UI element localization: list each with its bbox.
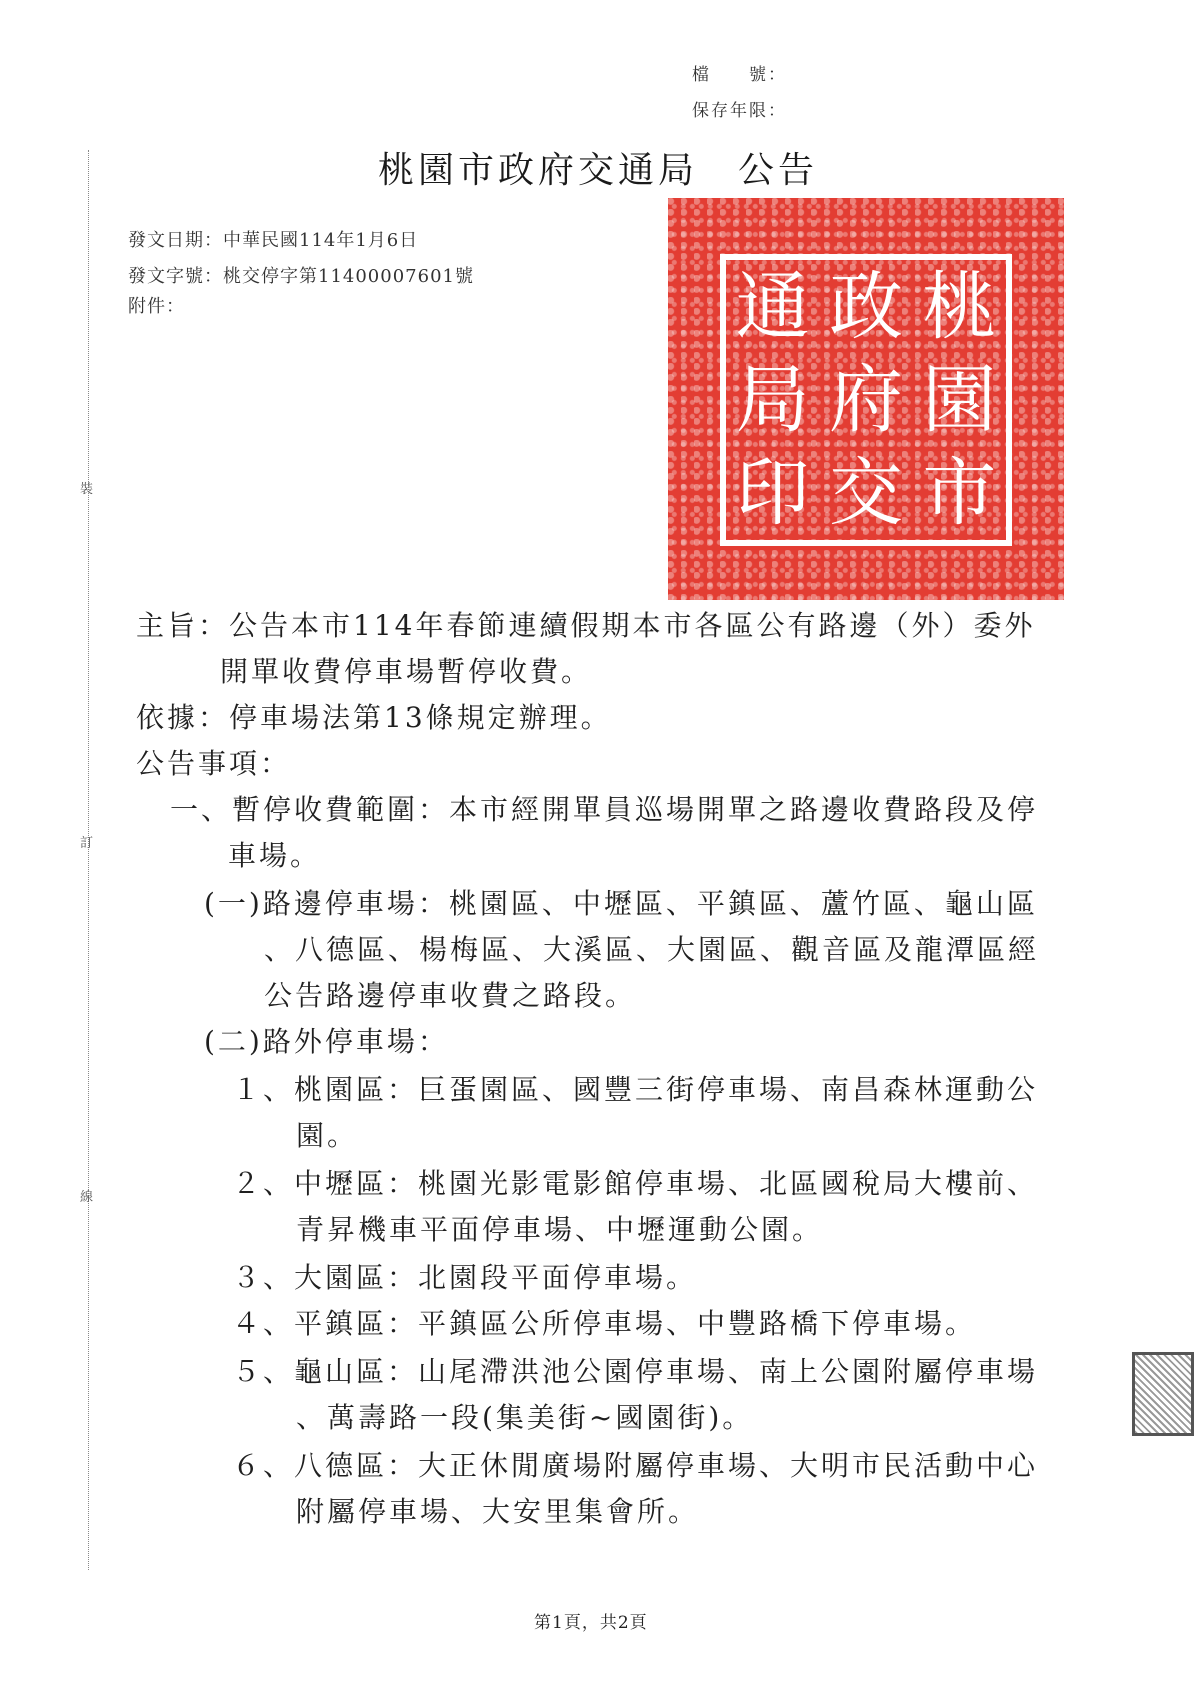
attachment-label: 附件：	[128, 296, 185, 317]
seal-char: 府	[829, 356, 904, 443]
parking-list-item: ５、龜山區：山尾滯洪池公園停車場、南上公園附屬停車場	[232, 1355, 1039, 1388]
seal-char: 市	[922, 450, 997, 537]
parking-list-item: １、桃園區：巨蛋園區、國豐三街停車場、南昌森林運動公	[232, 1073, 1039, 1106]
page-number: 第1頁，共2頁	[534, 1613, 648, 1633]
item-1: 車場。	[228, 839, 322, 872]
parking-list-item: 、萬壽路一段(集美街~國園街)。	[296, 1401, 754, 1434]
document-title: 桃園市政府交通局 公告	[378, 150, 819, 191]
perforation-stamp-icon	[1132, 1352, 1194, 1436]
subject-line: 主旨：公告本市114年春節連續假期本市各區公有路邊（外）委外	[136, 609, 1036, 642]
parking-list-item: 園。	[296, 1119, 359, 1152]
seal-char: 交	[829, 450, 904, 537]
official-seal	[668, 198, 1064, 600]
sub-item-roadside: (一)路邊停車場：桃園區、中壢區、平鎮區、蘆竹區、龜山區	[204, 887, 1038, 920]
seal-inner-frame	[720, 254, 1012, 546]
seal-char: 園	[922, 356, 997, 443]
parking-list-item: 附屬停車場、大安里集會所。	[296, 1495, 700, 1528]
margin-mark-xian: 線	[80, 1190, 94, 1205]
issue-date: 發文日期：中華民國114年1月6日	[128, 230, 419, 251]
file-number-label: 檔 號：	[692, 65, 787, 85]
parking-list-item: 青昇機車平面停車場、中壢運動公園。	[296, 1213, 824, 1246]
seal-char: 通	[735, 263, 810, 350]
sub-item-roadside: 公告路邊停車收費之路段。	[264, 979, 637, 1012]
basis-line: 依據：停車場法第13條規定辦理。	[136, 701, 612, 734]
retention-period-label: 保存年限：	[692, 101, 787, 121]
sub-item-roadside: 、八德區、楊梅區、大溪區、大園區、觀音區及龍潭區經	[264, 933, 1040, 966]
seal-char: 印	[735, 450, 810, 537]
issue-number: 發文字號：桃交停字第11400007601號	[128, 266, 474, 287]
parking-list-item: ２、中壢區：桃園光影電影館停車場、北區國稅局大樓前、	[232, 1167, 1039, 1200]
seal-char: 局	[735, 356, 810, 443]
seal-char: 政	[829, 263, 904, 350]
parking-list-item: ４、平鎮區：平鎮區公所停車場、中豐路橋下停車場。	[232, 1307, 977, 1340]
margin-mark-zhuang: 裝	[80, 482, 94, 497]
parking-list-item: ３、大園區：北園段平面停車場。	[232, 1261, 698, 1294]
item-1: 一、暫停收費範圍：本市經開單員巡場開單之路邊收費路段及停	[170, 793, 1039, 826]
parking-list-item: ６、八德區：大正休閒廣場附屬停車場、大明市民活動中心	[232, 1449, 1039, 1482]
sub-item-offstreet: (二)路外停車場：	[204, 1025, 449, 1058]
margin-mark-ding: 訂	[80, 836, 94, 851]
subject-line: 開單收費停車場暫停收費。	[220, 655, 593, 688]
seal-char: 桃	[922, 263, 997, 350]
items-heading: 公告事項：	[136, 747, 292, 780]
binding-line	[88, 150, 89, 1570]
